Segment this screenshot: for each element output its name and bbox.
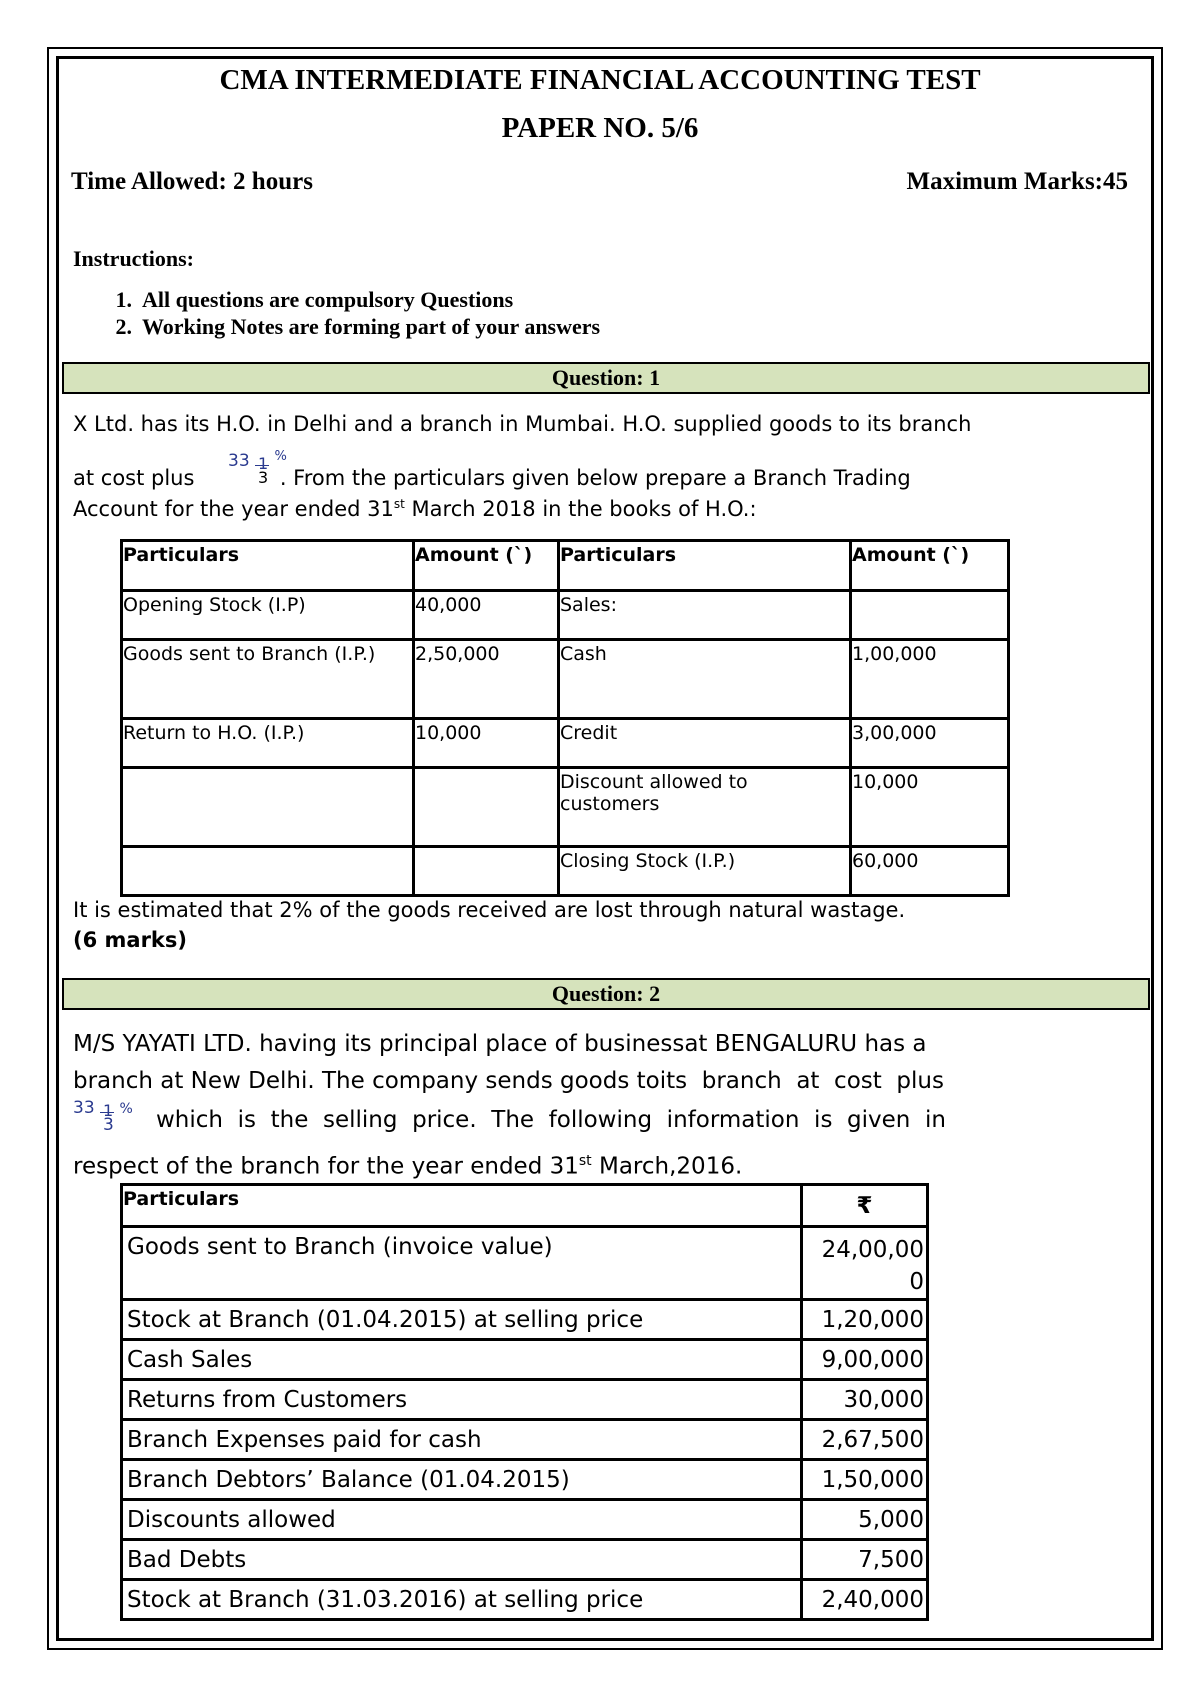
table-cell xyxy=(122,768,414,847)
table-cell: 2,50,000 xyxy=(414,640,559,719)
table-row xyxy=(122,591,1009,640)
q2-branch-table xyxy=(120,1183,929,1621)
q2-text-line1: M/S YAYATI LTD. having its principal place of businessat BENGALURU has a xyxy=(73,1031,927,1057)
table-cell: 3,00,000 xyxy=(851,719,1009,768)
table-row xyxy=(122,1500,928,1540)
table-cell: 5,000 xyxy=(802,1500,928,1540)
table-cell: Goods sent to Branch (I.P.) xyxy=(122,640,414,719)
table-header-cell: Amount (`) xyxy=(851,541,1009,591)
instruction-item: 2. Working Notes are forming part of your answers xyxy=(115,314,601,339)
table-cell: Sales: xyxy=(559,591,851,640)
maximum-marks: Maximum Marks:45 xyxy=(906,168,1128,195)
q2-text-line2: branch at New Delhi. The company sends goods toits branch at cost plus xyxy=(73,1068,944,1094)
table-cell: 9,00,000 xyxy=(802,1340,928,1380)
table-cell: 2,67,500 xyxy=(802,1420,928,1460)
table-cell: 60,000 xyxy=(851,847,1009,896)
table-header-cell: Particulars xyxy=(122,541,414,591)
table-cell: 10,000 xyxy=(851,768,1009,847)
table-cell: Cash Sales xyxy=(122,1340,802,1380)
table-row xyxy=(122,1420,928,1460)
q1-marks: (6 marks) xyxy=(73,928,187,952)
table-cell: Stock at Branch (01.04.2015) at selling price xyxy=(122,1300,802,1340)
table-cell: 7,500 xyxy=(802,1540,928,1580)
q2-text-line3: which is the selling price. The following information is given in xyxy=(156,1107,946,1133)
q2-fraction: 33 1 3 % xyxy=(73,1098,133,1135)
table-header-cell: Particulars xyxy=(122,1185,802,1227)
instructions-heading: Instructions: xyxy=(73,246,195,271)
table-cell: Opening Stock (I.P) xyxy=(122,591,414,640)
table-header-cell: Amount (`) xyxy=(414,541,559,591)
question-2-bar: Question: 2 xyxy=(62,978,1150,1010)
table-cell: Return to H.O. (I.P.) xyxy=(122,719,414,768)
q1-wastage-note: It is estimated that 2% of the goods received are lost through natural wastage. xyxy=(73,898,906,922)
table-cell: Closing Stock (I.P.) xyxy=(559,847,851,896)
table-row xyxy=(122,719,1009,768)
table-cell xyxy=(851,591,1009,640)
time-allowed: Time Allowed: 2 hours xyxy=(71,168,313,195)
table-row xyxy=(122,1380,928,1420)
table-header-cell: Particulars xyxy=(559,541,851,591)
table-cell xyxy=(414,847,559,896)
table-cell: Branch Expenses paid for cash xyxy=(122,1420,802,1460)
table-row xyxy=(122,1540,928,1580)
paper-title: CMA INTERMEDIATE FINANCIAL ACCOUNTING TEST xyxy=(219,64,981,96)
table-cell: 30,000 xyxy=(802,1380,928,1420)
table-cell: Stock at Branch (31.03.2016) at selling price xyxy=(122,1580,802,1620)
q1-particulars-table xyxy=(120,539,1010,897)
q1-fraction: 33 1 3 % xyxy=(228,449,287,487)
table-cell: Bad Debts xyxy=(122,1540,802,1580)
rupee-icon: ₹ xyxy=(802,1185,928,1227)
table-cell: 2,40,000 xyxy=(802,1580,928,1620)
table-cell: Branch Debtors’ Balance (01.04.2015) xyxy=(122,1460,802,1500)
table-row xyxy=(122,1227,928,1300)
table-row xyxy=(122,1580,928,1620)
table-cell: Discount allowed to customers xyxy=(559,768,851,847)
table-cell xyxy=(414,768,559,847)
table-cell: 24,00,00 0 xyxy=(802,1227,928,1300)
table-header-row xyxy=(122,541,1009,591)
table-row xyxy=(122,640,1009,719)
table-cell: 1,50,000 xyxy=(802,1460,928,1500)
table-cell: Credit xyxy=(559,719,851,768)
table-row xyxy=(122,1460,928,1500)
table-cell: 1,20,000 xyxy=(802,1300,928,1340)
table-row xyxy=(122,1340,928,1380)
q1-text-line2: at cost plus . From the particulars given below prepare a Branch Trading xyxy=(73,466,911,490)
table-cell xyxy=(122,847,414,896)
table-header-row xyxy=(122,1185,928,1227)
q1-text-line3: Account for the year ended 31st March 2018 in the books of H.O.: xyxy=(73,497,757,521)
table-row xyxy=(122,1300,928,1340)
instruction-item: 1. All questions are compulsory Questions xyxy=(115,287,514,312)
instructions-list xyxy=(92,286,600,340)
table-cell: Discounts allowed xyxy=(122,1500,802,1540)
table-cell: 10,000 xyxy=(414,719,559,768)
table-row xyxy=(122,768,1009,847)
table-cell: 40,000 xyxy=(414,591,559,640)
q2-text-line4: respect of the branch for the year ended 31st March,2016. xyxy=(73,1153,743,1180)
paper-number: PAPER NO. 5/6 xyxy=(501,112,699,144)
table-cell: Cash xyxy=(559,640,851,719)
table-cell: Returns from Customers xyxy=(122,1380,802,1420)
table-cell: Goods sent to Branch (invoice value) xyxy=(122,1227,802,1300)
table-cell: 1,00,000 xyxy=(851,640,1009,719)
table-row xyxy=(122,847,1009,896)
q1-text-line1: X Ltd. has its H.O. in Delhi and a branch in Mumbai. H.O. supplied goods to its branch xyxy=(73,412,972,436)
question-1-bar: Question: 1 xyxy=(62,362,1150,394)
